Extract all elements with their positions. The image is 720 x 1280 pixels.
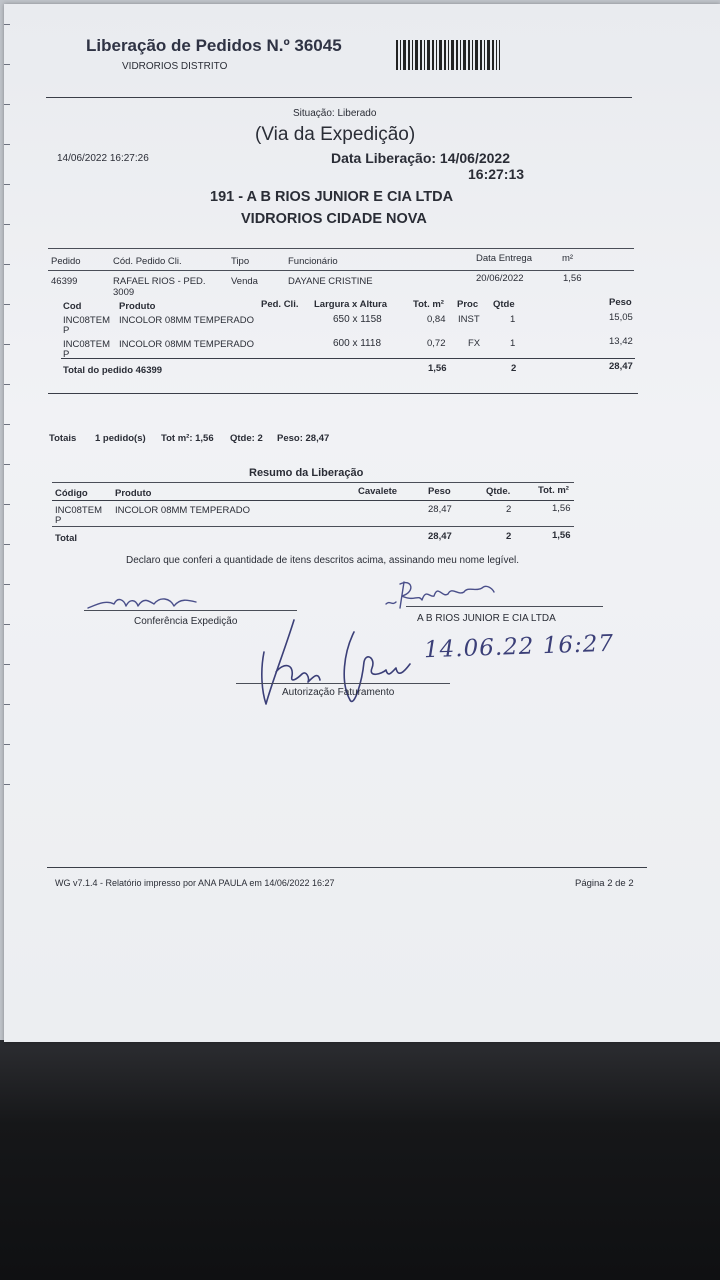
edge-marks: [4, 4, 10, 904]
item-dimensions: 600 x 1118: [333, 338, 382, 349]
order-total-label: Total do pedido 46399: [63, 365, 163, 376]
barcode: [396, 40, 500, 70]
conferencia-label: Conferência Expedição: [134, 616, 238, 627]
autorizacao-label: Autorização Faturamento: [282, 687, 395, 698]
summary-product: INCOLOR 08MM TEMPERADO: [115, 505, 250, 516]
order-total-peso: 28,47: [609, 361, 633, 372]
item-product: INCOLOR 08MM TEMPERADO: [119, 339, 254, 350]
summary-tot-m2: 1,56: [552, 503, 571, 514]
item-product: INCOLOR 08MM TEMPERADO: [119, 315, 254, 326]
item-code-cont: P: [63, 325, 70, 336]
divider: [61, 358, 635, 359]
item-code: INC08TEM: [63, 339, 110, 350]
signature-conferencia: [84, 588, 204, 612]
signature-client: [382, 574, 512, 614]
footer-report-info: WG v7.1.4 - Relatório impresso por ANA PAULA em 14/06/2022 16:27: [55, 878, 335, 888]
summary-total-qtde: 2: [506, 531, 512, 542]
item-col-qtde: Qtde: [493, 299, 515, 310]
item-peso: 13,42: [609, 336, 633, 347]
order-total-m2: 1,56: [428, 363, 447, 374]
via-label: (Via da Expedição): [255, 124, 416, 145]
item-col-dimensions: Largura x Altura: [314, 299, 388, 310]
item-qtde: 1: [510, 314, 516, 325]
client-order-code-cont: 3009: [113, 287, 135, 298]
summary-col-qtde: Qtde.: [486, 486, 511, 497]
item-tot-m2: 0,72: [427, 338, 446, 349]
signature-line: [84, 610, 297, 611]
col-pedido: Pedido: [51, 256, 81, 267]
totals-peso: Peso: 28,47: [277, 433, 330, 444]
order-m2: 1,56: [563, 273, 582, 284]
page-number: Página 2 de 2: [575, 878, 634, 889]
signature-line: [236, 683, 450, 684]
item-tot-m2: 0,84: [427, 314, 446, 325]
item-code-cont: P: [63, 349, 70, 360]
summary-title: Resumo da Liberação: [249, 467, 364, 479]
divider: [52, 500, 574, 501]
declaration-text: Declaro que conferi a quantidade de itens descritos acima, assinando meu nome legível.: [126, 555, 520, 566]
summary-col-tot-m2: Tot. m²: [538, 485, 569, 496]
col-cod-pedido-cli: Cód. Pedido Cli.: [113, 256, 182, 267]
summary-qtde: 2: [506, 504, 512, 515]
item-col-cod: Cod: [63, 301, 82, 312]
item-proc: FX: [468, 338, 481, 349]
client-branch: VIDRORIOS CIDADE NOVA: [241, 211, 427, 227]
item-col-peso: Peso: [609, 297, 632, 308]
divider: [46, 97, 632, 98]
situation-label: Situação: Liberado: [293, 108, 377, 119]
divider: [52, 482, 574, 483]
totals-qtde: Qtde: 2: [230, 433, 263, 444]
summary-col-codigo: Código: [55, 488, 88, 499]
client-name: 191 - A B RIOS JUNIOR E CIA LTDA: [210, 189, 454, 205]
summary-total-peso: 28,47: [428, 531, 452, 542]
summary-code-cont: P: [55, 515, 62, 526]
totals-label: Totais: [49, 433, 77, 444]
client-order-code: RAFAEL RIOS - PED.: [113, 276, 206, 287]
divider: [48, 248, 634, 249]
item-qtde: 1: [510, 338, 516, 349]
signature-line: [406, 606, 603, 607]
totals-m2: Tot m²: 1,56: [161, 433, 214, 444]
order-total-qtde: 2: [511, 363, 517, 374]
col-data-entrega: Data Entrega: [476, 253, 532, 264]
item-col-ped-cli: Ped. Cli.: [261, 299, 299, 310]
print-datetime: 14/06/2022 16:27:26: [57, 153, 149, 164]
item-dimensions: 650 x 1158: [333, 314, 382, 325]
employee-name: DAYANE CRISTINE: [288, 276, 373, 287]
order-number: 46399: [51, 276, 78, 287]
summary-peso: 28,47: [428, 504, 452, 515]
divider: [52, 526, 574, 527]
totals-orders: 1 pedido(s): [95, 433, 146, 444]
company-name: VIDRORIOS DISTRITO: [122, 61, 228, 72]
divider: [48, 393, 638, 394]
dark-surface: [0, 1040, 720, 1280]
summary-col-cavalete: Cavalete: [358, 486, 398, 497]
col-m2: m²: [562, 253, 574, 264]
divider: [47, 867, 647, 868]
summary-total-label: Total: [55, 533, 77, 544]
item-col-produto: Produto: [119, 301, 156, 312]
delivery-date: 20/06/2022: [476, 273, 524, 284]
summary-col-produto: Produto: [115, 488, 152, 499]
item-proc: INST: [458, 314, 480, 325]
document-title: Liberação de Pedidos N.º 36045: [86, 36, 342, 55]
handwritten-date: 14.06.22 16:27: [423, 630, 615, 664]
item-col-proc: Proc: [457, 299, 479, 310]
order-type: Venda: [231, 276, 258, 287]
summary-code: INC08TEM: [55, 505, 102, 516]
col-tipo: Tipo: [231, 256, 250, 267]
document-page: [4, 4, 720, 1042]
col-funcionario: Funcionário: [288, 256, 338, 267]
summary-total-m2: 1,56: [552, 530, 571, 541]
liberation-date: Data Liberação: 14/06/2022: [331, 150, 510, 166]
item-col-tot-m2: Tot. m²: [413, 299, 444, 310]
liberation-time: 16:27:13: [468, 166, 525, 182]
item-code: INC08TEM: [63, 315, 110, 326]
divider: [48, 270, 634, 271]
summary-col-peso: Peso: [428, 486, 451, 497]
item-peso: 15,05: [609, 312, 633, 323]
client-signature-label: A B RIOS JUNIOR E CIA LTDA: [417, 613, 556, 624]
